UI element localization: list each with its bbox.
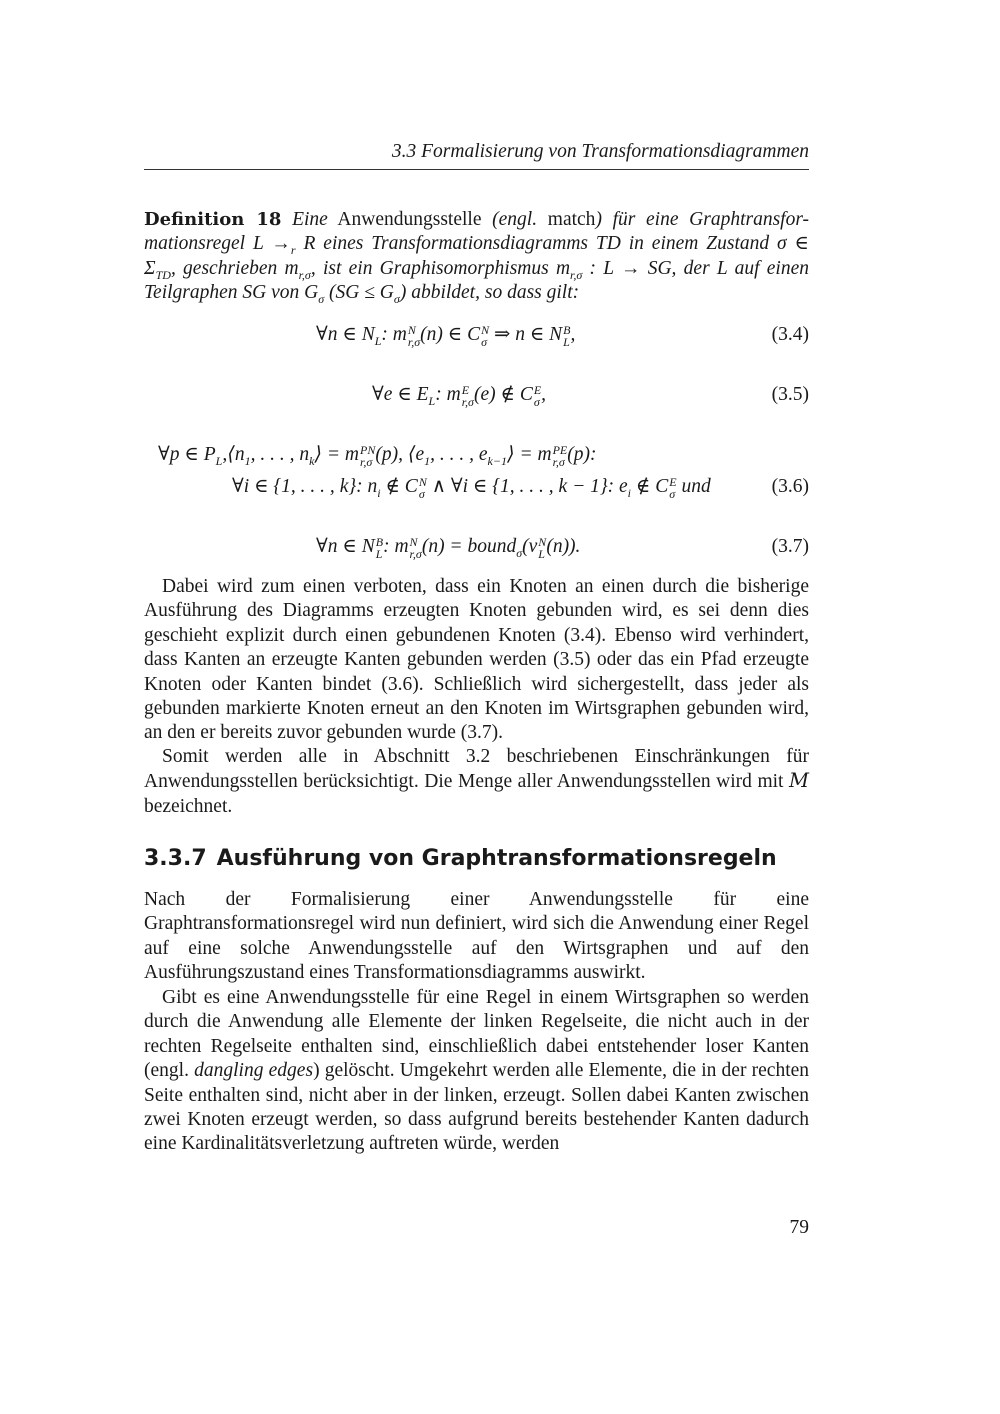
definition-text: (engl. — [492, 209, 538, 230]
definition-label: Definition 18 — [144, 209, 282, 230]
equation-3-4 — [144, 320, 809, 350]
paragraph-text: ) gelöscht. Umgekehrt werden alle Elemente, die in der rechten Seite enthalten sind, nicht aber in der linken, erzeugt. Sollen dabei Kanten zwischen zwei Knoten erzeugt werden, so dass aufgrund bereits bestehender Kanten dadurch eine Kardinalitätsverletzung auftreten würde, werden — [144, 1060, 810, 1155]
definition-sub: r — [290, 243, 296, 258]
definition-term: Anwendungsstelle — [337, 209, 482, 230]
paragraph-1: Dabei wird zum einen verboten, dass ein Knoten an einen durch die bisherige Ausführung des Diagramms erzeugten Knoten gebunden wird, es sei denn dies geschieht explizit durch einen gebundenen Knoten (3.4). Ebenso wird verhindert, dass Kanten an erzeugte Kanten gebunden werden (3.5) oder das ein Pfad erzeugte Knoten oder Kanten bindet (3.6). Schließlich wird sichergestellt, dass jeder als gebunden markierte Knoten erneut an den Knoten im Wirtsgraphen gebunden wird, an den er bereits zuvor gebunden wurde (3.7). — [144, 576, 809, 744]
paragraph-text: Somit werden alle in Abschnitt 3.2 beschriebenen Einschränkungen für Anwendungsstellen berücksichtigt. Die Menge aller Anwendungsstellen wird mit — [144, 746, 809, 793]
page-number: 79 — [789, 1217, 809, 1238]
math-symbol: M — [789, 769, 810, 793]
emphasized-term: dangling edges — [194, 1060, 314, 1082]
definition-text: σ ∈ Σ — [144, 233, 809, 279]
definition-text: (SG ≤ G — [324, 282, 394, 304]
section-heading — [144, 846, 809, 871]
definition-term-en: match — [547, 209, 596, 230]
definition-text: , ist ein Graphisomorphismus m — [310, 257, 571, 279]
equation-3-6-line2 — [144, 472, 809, 502]
equation-number: (3.4) — [771, 324, 809, 345]
paragraph-3: Nach der Formalisierung einer Anwendungsstelle für eine Graphtransformationsregel wird nun definiert, wird sich die Anwendung einer Regel auf eine solche Anwendungsstelle auf den Wirtsgraphen und auf den Ausführungszustand eines Transformationsdiagramms auswirkt. — [144, 889, 809, 984]
definition-sub: r,σ — [298, 267, 311, 282]
definition-text: mationsregel L → — [144, 233, 291, 255]
definition-text: R eines Transformationsdiagramms TD in einem Zustand — [295, 233, 770, 255]
paragraph-text: Gibt es eine Anwendungsstelle für eine Regel in einem Wirtsgraphen so werden durch die Anwendung alle Elemente der linken Regelseite, die nicht auch in der rechten Regelseite enthalten sind, einschließlich dabei entstehender loser Kanten (engl. — [144, 987, 809, 1082]
definition-sub: r,σ — [570, 267, 583, 282]
definition-block — [144, 208, 809, 306]
definition-sub: TD — [155, 267, 171, 282]
equation-3-5 — [144, 380, 809, 410]
running-head: 3.3 Formalisierung von Transformationsdiagrammen — [144, 141, 809, 170]
equation-3-7 — [144, 532, 809, 562]
equation-number: (3.7) — [771, 536, 809, 557]
definition-text: ) abbildet, so dass gilt: — [399, 282, 580, 304]
equation-number: (3.5) — [771, 384, 809, 405]
paragraph-4 — [144, 986, 809, 1157]
paragraph-text: bezeichnet. — [144, 795, 233, 817]
equation-body: ∀n ∈ $N_L$: m N r,σ (n) ∈ C N σ ⇒ n ∈ N B L , — [316, 322, 576, 349]
definition-text: ) für eine Graphtransfor- — [595, 209, 810, 230]
section-number: 3.3.7 — [144, 846, 207, 871]
definition-text: : L → SG, der — [582, 257, 710, 279]
definition-text: Eine — [292, 209, 328, 230]
definition-text: L auf einen Teilgraphen SG von G — [144, 257, 809, 304]
equation-body: ∀i ∈ {1, . . . , k}: $n_i$ ∉ C N σ ∧ ∀i ∈ {1, . . . , k − 1}: $e_i$ ∉ C E σ und — [232, 474, 711, 501]
equation-number: (3.6) — [771, 476, 809, 497]
equation-body: ∀e ∈ $E_L$: m E r,σ (e) ∉ C E σ , — [372, 382, 547, 409]
section-title: Ausführung von Graphtransformationsregeln — [216, 846, 777, 871]
equation-body: ∀p ∈ $P_L,⟨n_1$, . . . , $n_k⟩ = m$ PN r,σ (p), $⟨e_1$, . . . , $e_{k-1}⟩ = m$ PE r,σ (p): — [158, 442, 597, 469]
equation-body: ∀n ∈ N B L : m N r,σ (n) = bound$_\sigma$(v N L (n)). — [316, 534, 581, 561]
equation-3-6-line1 — [144, 440, 809, 470]
definition-text: , geschrieben m — [170, 257, 299, 279]
definition-sub: σ — [318, 292, 325, 307]
definition-sub: σ — [393, 292, 400, 307]
paragraph-2 — [144, 745, 809, 819]
